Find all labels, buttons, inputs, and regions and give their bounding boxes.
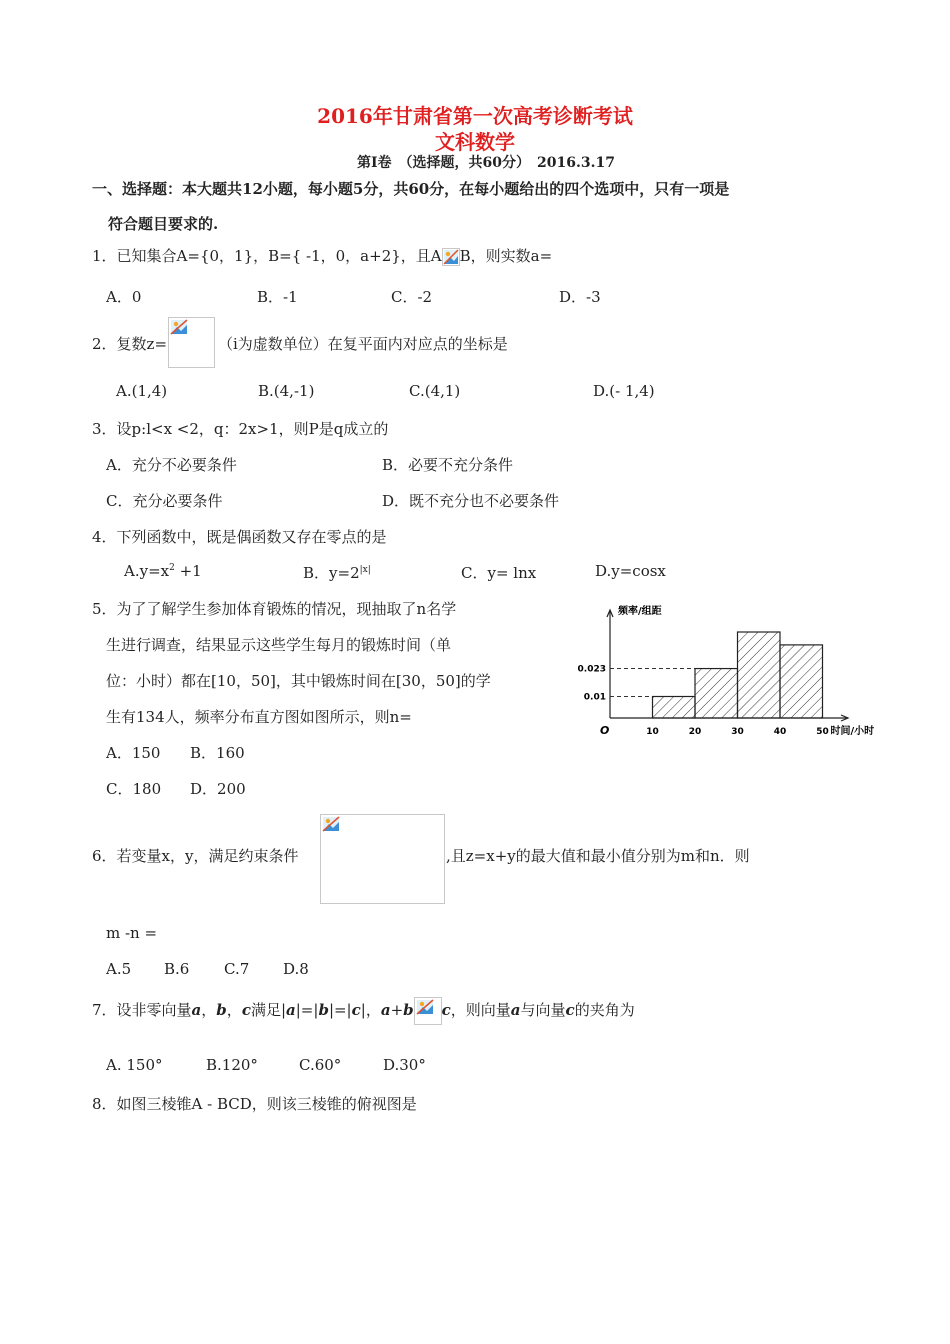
q6-stem-a: 6．若变量x，y，满足约束条件 [92,847,299,865]
q7-option-b: B.120° [206,1056,258,1074]
q1-stem-b: B，则实数a= [459,247,553,265]
exam-subtitle: 第Ⅰ卷 （选择题，共60分） 2016.3.17 [357,155,615,171]
q2-option-b: B.(4,-1) [258,382,315,400]
question-5-line3: 位：小时）都在[10，50]，其中锻炼时间在[30，50]的学 [106,672,491,690]
q6-option-c: C.7 [224,960,250,978]
q2-stem-a: 2．复数z= [92,335,168,353]
x-tick-label: 20 [688,727,702,737]
q6-stem-b: ,且z=x+y的最大值和最小值分别为m和n．则 [446,847,750,865]
q7-option-c: C.60° [299,1056,342,1074]
x-axis-label: 时间/小时 [830,726,875,737]
q1-stem-a: 1．已知集合A={0，1}，B={ -1，0，a+2}，且A [92,247,442,265]
q5-option-c: C．180 [106,780,162,798]
x-tick-label: 40 [773,727,787,737]
y-axis-label: 频率/组距 [618,606,662,617]
histogram-bar [738,632,781,718]
q6-option-d: D.8 [283,960,309,978]
q2-option-c: C.(4,1) [409,382,461,400]
q1-option-b: B．-1 [257,288,298,306]
question-5-line4: 生有134人，频率分布直方图如图所示，则n= [106,708,412,726]
y-tick-label: 0.01 [583,692,606,703]
question-5-line1: 5．为了了解学生参加体育锻炼的情况，现抽取了n名学 [92,600,457,618]
broken-image-icon [414,997,442,1025]
q1-option-a: A．0 [106,288,142,306]
q6-option-b: B.6 [164,960,190,978]
q7-option-d: D.30° [383,1056,426,1074]
q3-option-a: A．充分不必要条件 [106,456,237,474]
q6-option-a: A.5 [106,960,132,978]
exam-subject: 文科数学 [435,130,515,154]
q5-option-b: B．160 [190,744,245,762]
histogram-bars [653,632,823,718]
q1-option-d: D．-3 [559,288,601,306]
section-heading-cont: 符合题目要求的. [108,215,219,233]
broken-image-icon [171,320,187,334]
y-tick-label: 0.023 [577,664,606,675]
q3-option-b: B．必要不充分条件 [382,456,514,474]
q5-option-a: A．150 [106,744,161,762]
q2-option-d: D.(- 1,4) [593,382,655,400]
question-5-line2: 生进行调查，结果显示这些学生每月的锻炼时间（单 [106,636,452,654]
histogram-bar [780,645,823,718]
q2-option-a: A.(1,4) [116,382,168,400]
q4-option-d: D.y=cosx [595,562,666,580]
q2-stem-b: （i为虚数单位）在复平面内对应点的坐标是 [218,335,508,353]
histogram-bar [653,697,696,719]
formula-image [168,317,215,368]
q4-option-a: $A.y=x^2 +1$ [124,562,202,580]
q4-option-b: B．$y=2^{|x|}$ [303,564,371,582]
q3-option-d: D．既不充分也不必要条件 [382,492,560,510]
constraint-image [320,814,445,904]
x-tick-label: 50 [816,727,829,737]
q3-option-c: C．充分必要条件 [106,492,223,510]
q6-line2: m -n = [106,924,158,942]
histogram-bar [695,669,738,718]
broken-image-icon [323,817,339,831]
origin-label: O [600,724,610,737]
histogram-svg [574,598,875,758]
section-heading: 一、选择题：本大题共12小题，每小题5分，共60分，在每小题给出的四个选项中，只有一项是 [92,180,730,198]
q1-option-c: C．-2 [391,288,433,306]
q4-option-c: C．y= lnx [461,564,537,582]
broken-image-icon [442,248,460,266]
question-7: 7．设非零向量a，b，c满足|a|=|b|=|c|，a+b c，则向量a与向量c的夹角为 [92,997,635,1025]
question-8: 8．如图三棱锥A - BCD，则该三棱锥的俯视图是 [92,1095,417,1113]
x-tick-label: 30 [731,727,744,737]
exam-title: 2016年甘肃省第一次高考诊断考试 [317,104,633,128]
x-tick-label: 10 [646,727,659,737]
question-3: 3．设p:l<x <2，q：2x>1，则P是q成立的 [92,420,389,438]
frequency-histogram [574,598,875,758]
question-1 [92,245,552,266]
q7-option-a: A. 150° [106,1056,163,1074]
q5-option-d: D．200 [190,780,246,798]
question-4: 4．下列函数中，既是偶函数又存在零点的是 [92,528,387,546]
